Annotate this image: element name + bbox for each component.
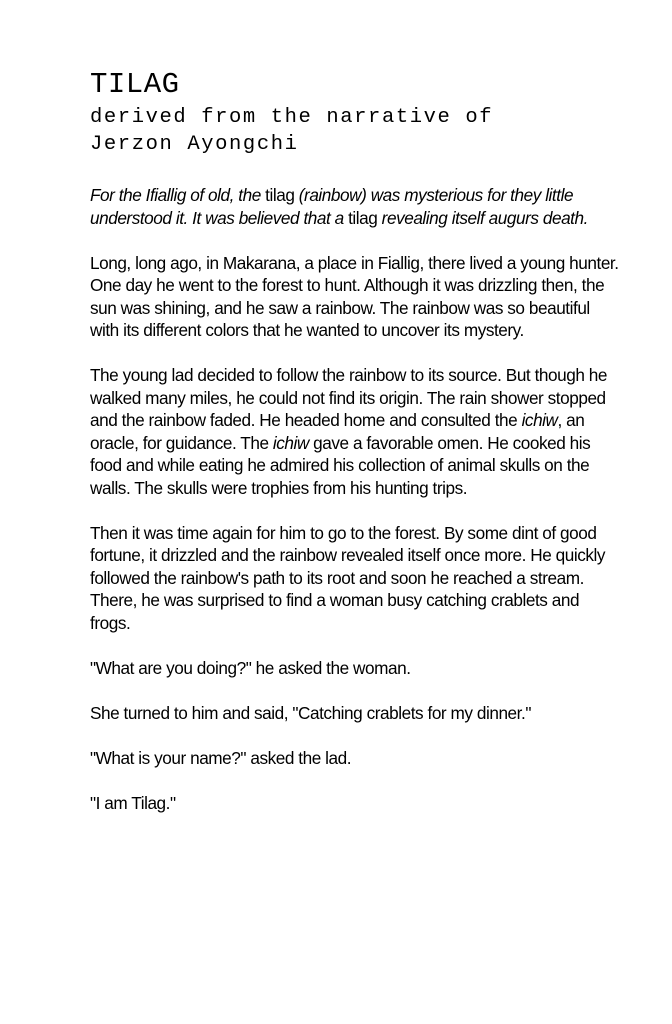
dialogue-line: She turned to him and said, "Catching crablets for my dinner." [90, 702, 531, 723]
paragraph-text: gave a favorable omen. He cooked his food and while eating he admired his collection of animal skulls on the walls. The skulls were trophies from his hunting trips. [90, 432, 591, 498]
document-title: TILAG [90, 68, 180, 101]
story-paragraph [90, 364, 620, 499]
document-subtitle: derived from the narrative of Jerzon Ayongchi [90, 106, 494, 156]
story-body [90, 184, 620, 837]
intro-text: (rainbow) was mysterious for they little understood it. It was believed that a [90, 185, 574, 228]
story-paragraph: Then it was time again for him to go to the forest. By some dint of good fortune, it drizzled and the rainbow revealed itself once more. He quickly followed the rainbow's path to its root and soon he reached a stream. There, he was surprised to find a woman busy catching crablets and frogs. [90, 522, 606, 633]
intro-paragraph [90, 184, 620, 229]
paragraph-term: ichiw [521, 410, 558, 430]
intro-text: For the Ifiallig of old, the [90, 185, 266, 205]
dialogue-line: "I am Tilag." [90, 792, 176, 813]
intro-term: tilag [265, 185, 295, 205]
dialogue-line: "What are you doing?" he asked the woman. [90, 657, 411, 678]
paragraph-text: The young lad decided to follow the rainbow to its source. But though he walked many miles, he could not find its origin. The rain shower stopped and the rainbow faded. He headed home and consulted the [90, 365, 607, 430]
story-paragraph: Long, long ago, in Makarana, a place in Fiallig, there lived a young hunter. One day he went to the forest to hunt. Although it was drizzling then, the sun was shining, and he saw a rainbow. The rainbow was so beautiful with its different colors that he wanted to uncover its mystery. [90, 252, 619, 340]
intro-text: revealing itself augurs death. [377, 207, 588, 228]
dialogue-line: "What is your name?" asked the lad. [90, 747, 352, 768]
paragraph-text: , an oracle, for guidance. The [90, 410, 585, 453]
intro-term: tilag [348, 207, 378, 228]
paragraph-term: ichiw [272, 432, 309, 453]
